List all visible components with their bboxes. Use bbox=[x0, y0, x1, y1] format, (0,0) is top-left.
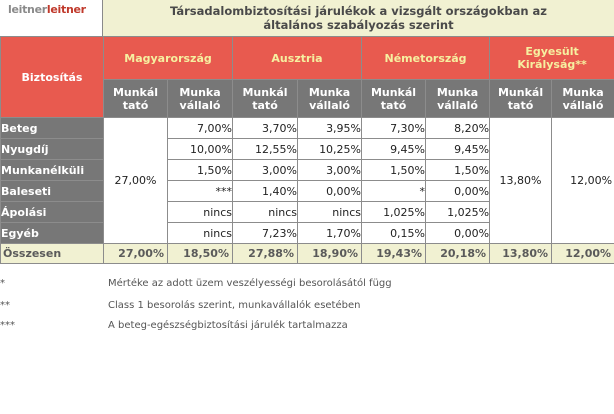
total-value: 27,00% bbox=[104, 244, 168, 264]
total-value: 19,43% bbox=[362, 244, 426, 264]
cell-value: 0,00% bbox=[426, 181, 490, 202]
country-header-germany: Németország bbox=[362, 37, 490, 80]
cell-value: 1,70% bbox=[298, 223, 362, 244]
contributions-table bbox=[0, 36, 614, 264]
cell-value: 1,025% bbox=[426, 202, 490, 223]
cell-value: nincs bbox=[298, 202, 362, 223]
cell-value: 0,00% bbox=[426, 223, 490, 244]
country-header-hungary: Magyarország bbox=[104, 37, 233, 80]
page-title: Társadalombiztosítási járulékok a vizsgált országokban az általános szabályozás szerint bbox=[103, 0, 614, 36]
footnote-symbol: ** bbox=[0, 300, 10, 311]
employee-header: Munka vállaló bbox=[298, 80, 362, 118]
cell-value: 1,50% bbox=[168, 160, 233, 181]
cell-value: *** bbox=[168, 181, 233, 202]
cell-value: 7,30% bbox=[362, 118, 426, 139]
insurance-column-header: Biztosítás bbox=[1, 37, 104, 118]
cell-value: 12,55% bbox=[233, 139, 298, 160]
row-label: Baleseti bbox=[1, 181, 104, 202]
row-label: Egyéb bbox=[1, 223, 104, 244]
cell-value: nincs bbox=[168, 202, 233, 223]
cell-value: 3,95% bbox=[298, 118, 362, 139]
cell-value: 7,23% bbox=[233, 223, 298, 244]
row-label: Ápolási bbox=[1, 202, 104, 223]
total-row bbox=[1, 244, 614, 264]
cell-value: 3,00% bbox=[298, 160, 362, 181]
total-value: 13,80% bbox=[490, 244, 552, 264]
total-label: Összesen bbox=[1, 244, 104, 264]
footnote-symbol: *** bbox=[0, 320, 15, 331]
employee-header: Munka vállaló bbox=[168, 80, 233, 118]
cell-value: 1,40% bbox=[233, 181, 298, 202]
employee-header: Munka vállaló bbox=[426, 80, 490, 118]
row-label: Nyugdíj bbox=[1, 139, 104, 160]
country-header-austria: Ausztria bbox=[233, 37, 362, 80]
total-value: 18,50% bbox=[168, 244, 233, 264]
footnote-symbol: * bbox=[0, 278, 5, 289]
hu-employer-merged-value: 27,00% bbox=[104, 118, 168, 244]
footnote-text: Class 1 besorolás szerint, munkavállalók esetében bbox=[108, 300, 361, 311]
cell-value: 1,50% bbox=[362, 160, 426, 181]
cell-value: * bbox=[362, 181, 426, 202]
employee-header: Munka vállaló bbox=[552, 80, 614, 118]
total-value: 20,18% bbox=[426, 244, 490, 264]
cell-value: 3,00% bbox=[233, 160, 298, 181]
uk-employee-merged-value: 12,00% bbox=[552, 118, 614, 244]
country-header-uk: Egyesült Királyság** bbox=[490, 37, 614, 80]
logo bbox=[0, 0, 103, 36]
row-label: Munkanélküli bbox=[1, 160, 104, 181]
logo-text: leitnerleitner bbox=[8, 3, 86, 16]
employer-header: Munkál tató bbox=[233, 80, 298, 118]
employer-header: Munkál tató bbox=[490, 80, 552, 118]
cell-value: 8,20% bbox=[426, 118, 490, 139]
footnote-text: A beteg-egészségbiztosítási járulék tartalmazza bbox=[108, 320, 348, 331]
cell-value: 1,50% bbox=[426, 160, 490, 181]
employer-header: Munkál tató bbox=[104, 80, 168, 118]
cell-value: 7,00% bbox=[168, 118, 233, 139]
cell-value: 9,45% bbox=[362, 139, 426, 160]
cell-value: 0,00% bbox=[298, 181, 362, 202]
uk-employer-merged-value: 13,80% bbox=[490, 118, 552, 244]
cell-value: nincs bbox=[233, 202, 298, 223]
row-label: Beteg bbox=[1, 118, 104, 139]
cell-value: 10,00% bbox=[168, 139, 233, 160]
total-value: 18,90% bbox=[298, 244, 362, 264]
cell-value: 0,15% bbox=[362, 223, 426, 244]
cell-value: 9,45% bbox=[426, 139, 490, 160]
cell-value: 3,70% bbox=[233, 118, 298, 139]
employer-header: Munkál tató bbox=[362, 80, 426, 118]
total-value: 27,88% bbox=[233, 244, 298, 264]
cell-value: 1,025% bbox=[362, 202, 426, 223]
cell-value: nincs bbox=[168, 223, 233, 244]
cell-value: 10,25% bbox=[298, 139, 362, 160]
footnote-text: Mértéke az adott üzem veszélyességi besorolásától függ bbox=[108, 278, 392, 289]
table-row bbox=[1, 118, 614, 139]
total-value: 12,00% bbox=[552, 244, 614, 264]
